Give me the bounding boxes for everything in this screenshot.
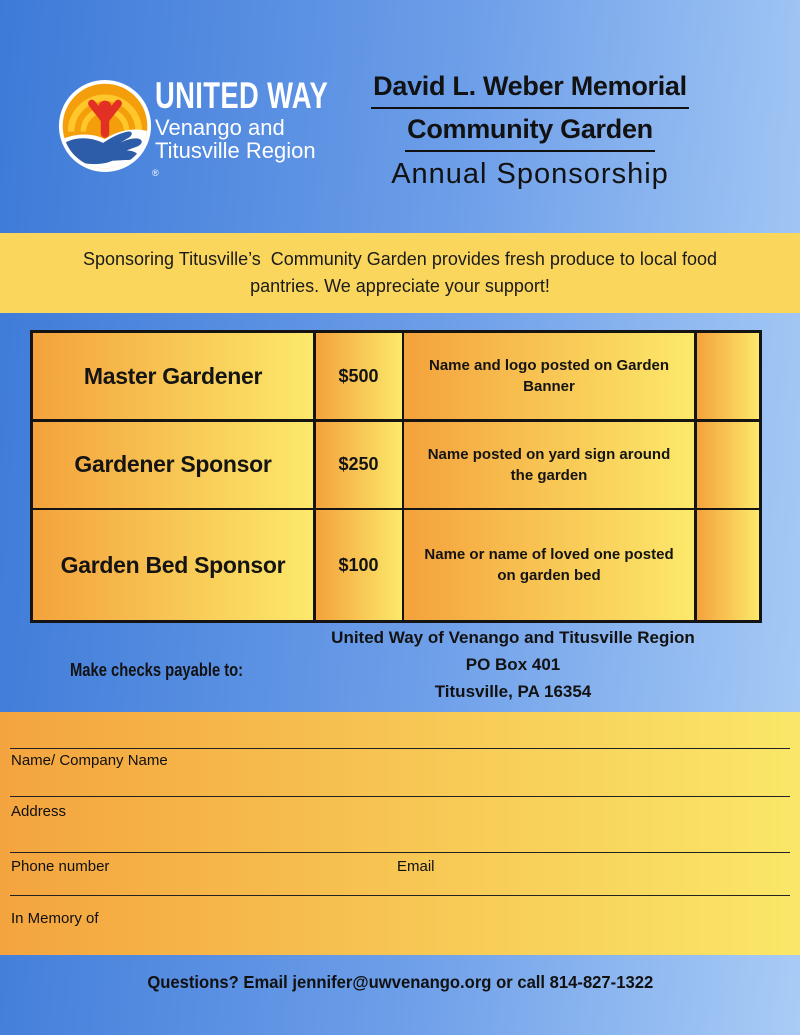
payee-line-2: PO Box 401 xyxy=(465,655,561,674)
tier-benefit xyxy=(404,422,694,508)
tier-name: Gardener Sponsor xyxy=(33,422,313,508)
tier-price: $500 xyxy=(316,333,402,419)
payee-line-3: Titusville, PA 16354 xyxy=(434,682,592,701)
tier-name: Garden Bed Sponsor xyxy=(33,510,313,620)
checks-label: Make checks payable to: xyxy=(70,660,244,680)
tier-select-cell[interactable] xyxy=(697,510,759,620)
title-line-1: David L. Weber Memorial xyxy=(371,66,689,109)
tier-price: $250 xyxy=(316,422,402,508)
email-label: Email xyxy=(397,858,435,875)
tier-price: $100 xyxy=(316,510,402,620)
address-label: Address xyxy=(11,803,67,820)
intro-banner xyxy=(0,233,800,313)
in-memory-label: In Memory of xyxy=(11,910,99,927)
region-line-1: Venango and xyxy=(155,115,285,140)
tier-name: Master Gardener xyxy=(33,333,313,419)
tier-benefit-text: Name or name of loved one posted on garden bed xyxy=(424,546,674,584)
banner-line-1: Sponsoring Titusville’s Community Garden provides fresh produce to local food xyxy=(83,249,717,269)
tier-benefit-text: Name and logo posted on Garden Banner xyxy=(428,357,670,395)
address-line[interactable] xyxy=(10,796,790,797)
name-company-label: Name/ Company Name xyxy=(11,752,168,769)
footer xyxy=(0,955,800,1035)
banner-line-2: pantries. We appreciate your support! xyxy=(250,276,550,296)
sponsorship-table xyxy=(30,330,762,623)
registered-trademark: ® xyxy=(152,168,159,178)
title-line-2: Community Garden xyxy=(405,109,655,152)
phone-label: Phone number xyxy=(11,858,110,875)
in-memory-line[interactable] xyxy=(10,895,790,896)
payee-line-1: United Way of Venango and Titusville Region xyxy=(331,628,695,647)
tier-select-cell[interactable] xyxy=(697,422,759,508)
tier-benefit xyxy=(404,510,694,620)
united-way-logo-icon xyxy=(58,79,152,173)
tier-select-cell[interactable] xyxy=(697,333,759,419)
payee-address xyxy=(313,624,713,705)
tier-benefit-text: Name posted on yard sign around the garden xyxy=(427,445,671,484)
contact-info: Questions? Email jennifer@uwvenango.org or call 814-827-1322 xyxy=(147,972,653,992)
checks-section xyxy=(0,620,800,712)
region-line-2: Titusville Region xyxy=(155,138,316,163)
subtitle: Annual Sponsorship xyxy=(391,158,669,190)
name-company-line[interactable] xyxy=(10,748,790,749)
page-title xyxy=(280,66,780,192)
sponsor-form xyxy=(0,712,800,955)
org-name: UNITED WAY xyxy=(155,75,329,116)
phone-email-line[interactable] xyxy=(10,852,790,853)
tier-benefit xyxy=(404,333,694,419)
